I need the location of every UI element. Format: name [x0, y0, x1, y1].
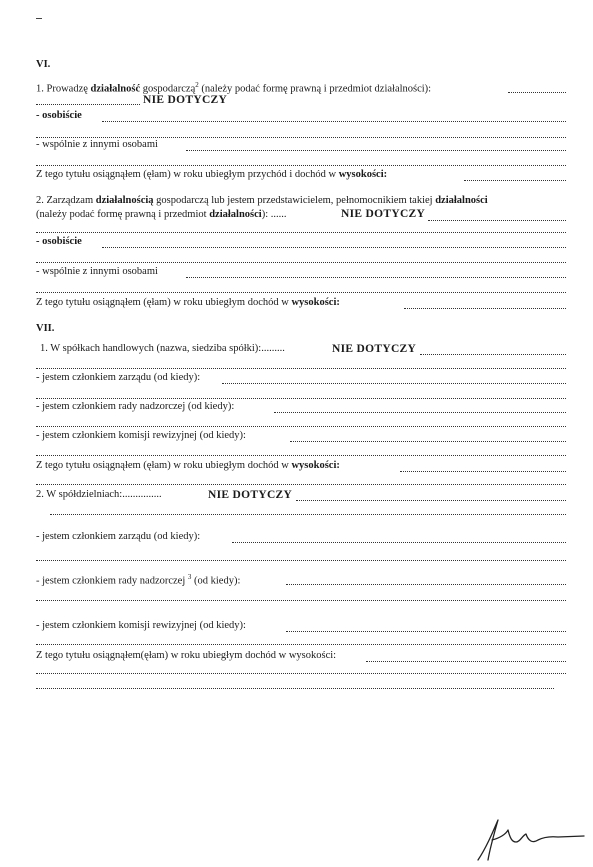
fill-line [36, 426, 566, 427]
fill-line [222, 383, 566, 384]
vi-q1-question: 1. Prowadzę działalność gospodarczą$^2$ (należy podać formę prawną i przedmiot działalności): [36, 81, 432, 95]
section-vii-heading: VII. [36, 323, 55, 334]
vi-q1-income-label: Z tego tytułu osiągnąłem (ęłam) w roku ubiegłym przychód i dochód w wysokości: [36, 169, 388, 180]
fill-line [232, 542, 566, 543]
vii-q1-income-label: Z tego tytułu osiągnąłem (ęłam) w roku ubiegłym dochód w wysokości: [36, 460, 340, 471]
vii-q2-income-label: Z tego tytułu osiągnąłem(ęłam) w roku ubiegłym dochód w wysokości: [36, 650, 337, 661]
vii-q1-board-label: - jestem członkiem zarządu (od kiedy): [36, 372, 201, 383]
fill-line [36, 600, 566, 601]
vi-q1-answer: NIE DOTYCZY [143, 94, 228, 106]
fill-line [36, 560, 566, 561]
vi-q2-question-line2: (należy podać formę prawną i przedmiot działalności): ...... [36, 209, 287, 220]
fill-line [186, 150, 566, 151]
vii-q2-board-label: - jestem członkiem zarządu (od kiedy): [36, 531, 201, 542]
margin-mark [36, 18, 42, 19]
vii-q2-supervisory-label: - jestem członkiem rady nadzorczej $^3$ (od kiedy): [36, 573, 241, 587]
fill-line [36, 104, 140, 105]
fill-line [400, 471, 566, 472]
vii-q1-audit-label: - jestem członkiem komisji rewizyjnej (od kiedy): [36, 430, 246, 441]
signature [468, 812, 588, 864]
vii-q1-answer: NIE DOTYCZY [332, 343, 417, 355]
vi-q1-personal-label: - osobiście [36, 110, 82, 121]
fill-line [36, 368, 566, 369]
fill-line [290, 441, 566, 442]
vi-q1-joint-label: - wspólnie z innymi osobami [36, 139, 158, 150]
fill-line [420, 354, 566, 355]
fill-line [50, 514, 566, 515]
fill-line [36, 644, 566, 645]
section-vi-heading: VI. [36, 59, 51, 70]
fill-line [296, 500, 566, 501]
fill-line [464, 180, 566, 181]
fill-line [366, 661, 566, 662]
fill-line [36, 484, 566, 485]
fill-line [102, 247, 566, 248]
vii-q2-audit-label: - jestem członkiem komisji rewizyjnej (od kiedy): [36, 620, 246, 631]
vii-q2-question: 2. W spółdzielniach:............... [36, 489, 162, 500]
fill-line [102, 121, 566, 122]
vi-q2-question-line1: 2. Zarządzam działalnością gospodarczą lub jestem przedstawicielem, pełnomocnikiem takiej działalności [36, 195, 488, 206]
vii-q1-question: 1. W spółkach handlowych (nazwa, siedziba spółki):......... [40, 343, 285, 354]
vi-q2-joint-label: - wspólnie z innymi osobami [36, 266, 158, 277]
fill-line [36, 137, 566, 138]
fill-line [36, 398, 566, 399]
fill-line [36, 232, 566, 233]
fill-line [508, 92, 566, 93]
fill-line [286, 631, 566, 632]
fill-line [36, 262, 566, 263]
fill-line [36, 165, 566, 166]
fill-line [186, 277, 566, 278]
vi-q2-personal-label: - osobiście [36, 236, 82, 247]
fill-line [286, 584, 566, 585]
vii-q1-supervisory-label: - jestem członkiem rady nadzorczej (od kiedy): [36, 401, 235, 412]
fill-line [274, 412, 566, 413]
fill-line [36, 688, 554, 689]
fill-line [36, 455, 566, 456]
fill-line [428, 220, 566, 221]
vi-q2-income-label: Z tego tytułu osiągnąłem (ęłam) w roku ubiegłym dochód w wysokości: [36, 297, 340, 308]
fill-line [36, 673, 566, 674]
fill-line [404, 308, 566, 309]
vii-q2-answer: NIE DOTYCZY [208, 489, 293, 501]
fill-line [36, 292, 566, 293]
vi-q2-answer: NIE DOTYCZY [341, 208, 426, 220]
